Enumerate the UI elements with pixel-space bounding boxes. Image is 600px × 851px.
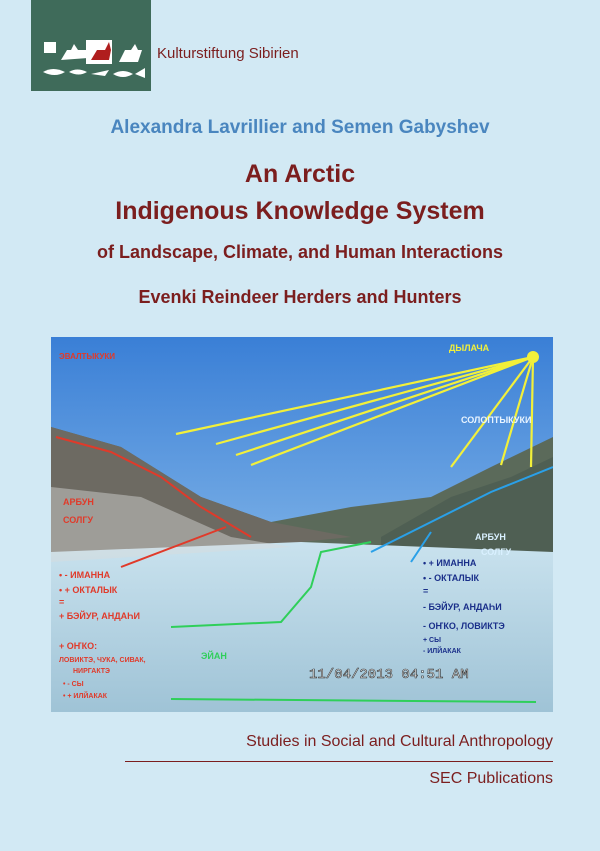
- title-line-2: Indigenous Knowledge System: [115, 197, 485, 225]
- subtitle-2: Evenki Reindeer Herders and Hunters: [138, 287, 462, 307]
- label-right-solgu: СОЛГУ: [481, 547, 512, 557]
- left-ongko-items-2: НИРГАКТЭ: [73, 668, 111, 675]
- subtitle: of Landscape, Climate, and Human Interactions: [96, 242, 504, 262]
- imprint: SEC Publications: [429, 770, 553, 787]
- publisher-name: Kulturstiftung Sibirien: [157, 45, 299, 62]
- label-eyan: ЭЙАН: [201, 651, 227, 661]
- label-left-solgu: СОЛГУ: [63, 515, 94, 525]
- right-list-item: - ОҤКО, ЛОВИКТЭ: [423, 621, 505, 631]
- label-left-arbun: АРБУН: [63, 497, 94, 507]
- series-title: Studies in Social and Cultural Anthropology: [246, 733, 553, 750]
- right-list-item: - БЭЙУР, АНДАҺИ: [423, 602, 502, 612]
- cover-photo: [51, 337, 553, 712]
- left-list-item: • + ОКТАЛЫК: [59, 585, 118, 595]
- reindeer-petroglyph-icon: [31, 0, 151, 91]
- divider: [125, 761, 553, 762]
- title-line-1: An Arctic: [244, 160, 356, 188]
- left-list-item: + БЭЙУР, АНДАҺИ: [59, 611, 140, 621]
- authors: Alexandra Lavrillier and Semen Gabyshev: [110, 117, 490, 138]
- right-sy: + СЫ: [423, 637, 441, 644]
- label-evaltykuki: ЭВАЛТЫКУКИ: [59, 352, 115, 361]
- right-list-item: • + ИМАННА: [423, 558, 477, 568]
- sun-icon: [527, 351, 539, 363]
- photo-timestamp: 11/04/2013 04:51 AM: [309, 667, 469, 683]
- left-list-item: • - ИМАННА: [59, 570, 111, 580]
- right-list-item: • - ОКТАЛЫК: [423, 573, 480, 583]
- publisher-logo: [31, 0, 151, 91]
- left-list-item: =: [59, 597, 65, 607]
- left-ongko: + ОҤКО:: [59, 641, 98, 651]
- left-ilyakak: • + ИЛЙАКАК: [63, 693, 108, 700]
- label-right-slope: СОЛОПТЫКУКИ: [461, 415, 532, 425]
- right-ilyakak: - ИЛЙАКАК: [423, 648, 461, 655]
- label-sun: ДЫЛАЧА: [449, 343, 490, 353]
- left-ongko-items: ЛОВИКТЭ, ЧУКА, СИВАК,: [59, 657, 146, 664]
- right-list-item: =: [423, 586, 429, 596]
- left-sy: • - СЫ: [63, 681, 84, 688]
- label-right-arbun: АРБУН: [475, 532, 506, 542]
